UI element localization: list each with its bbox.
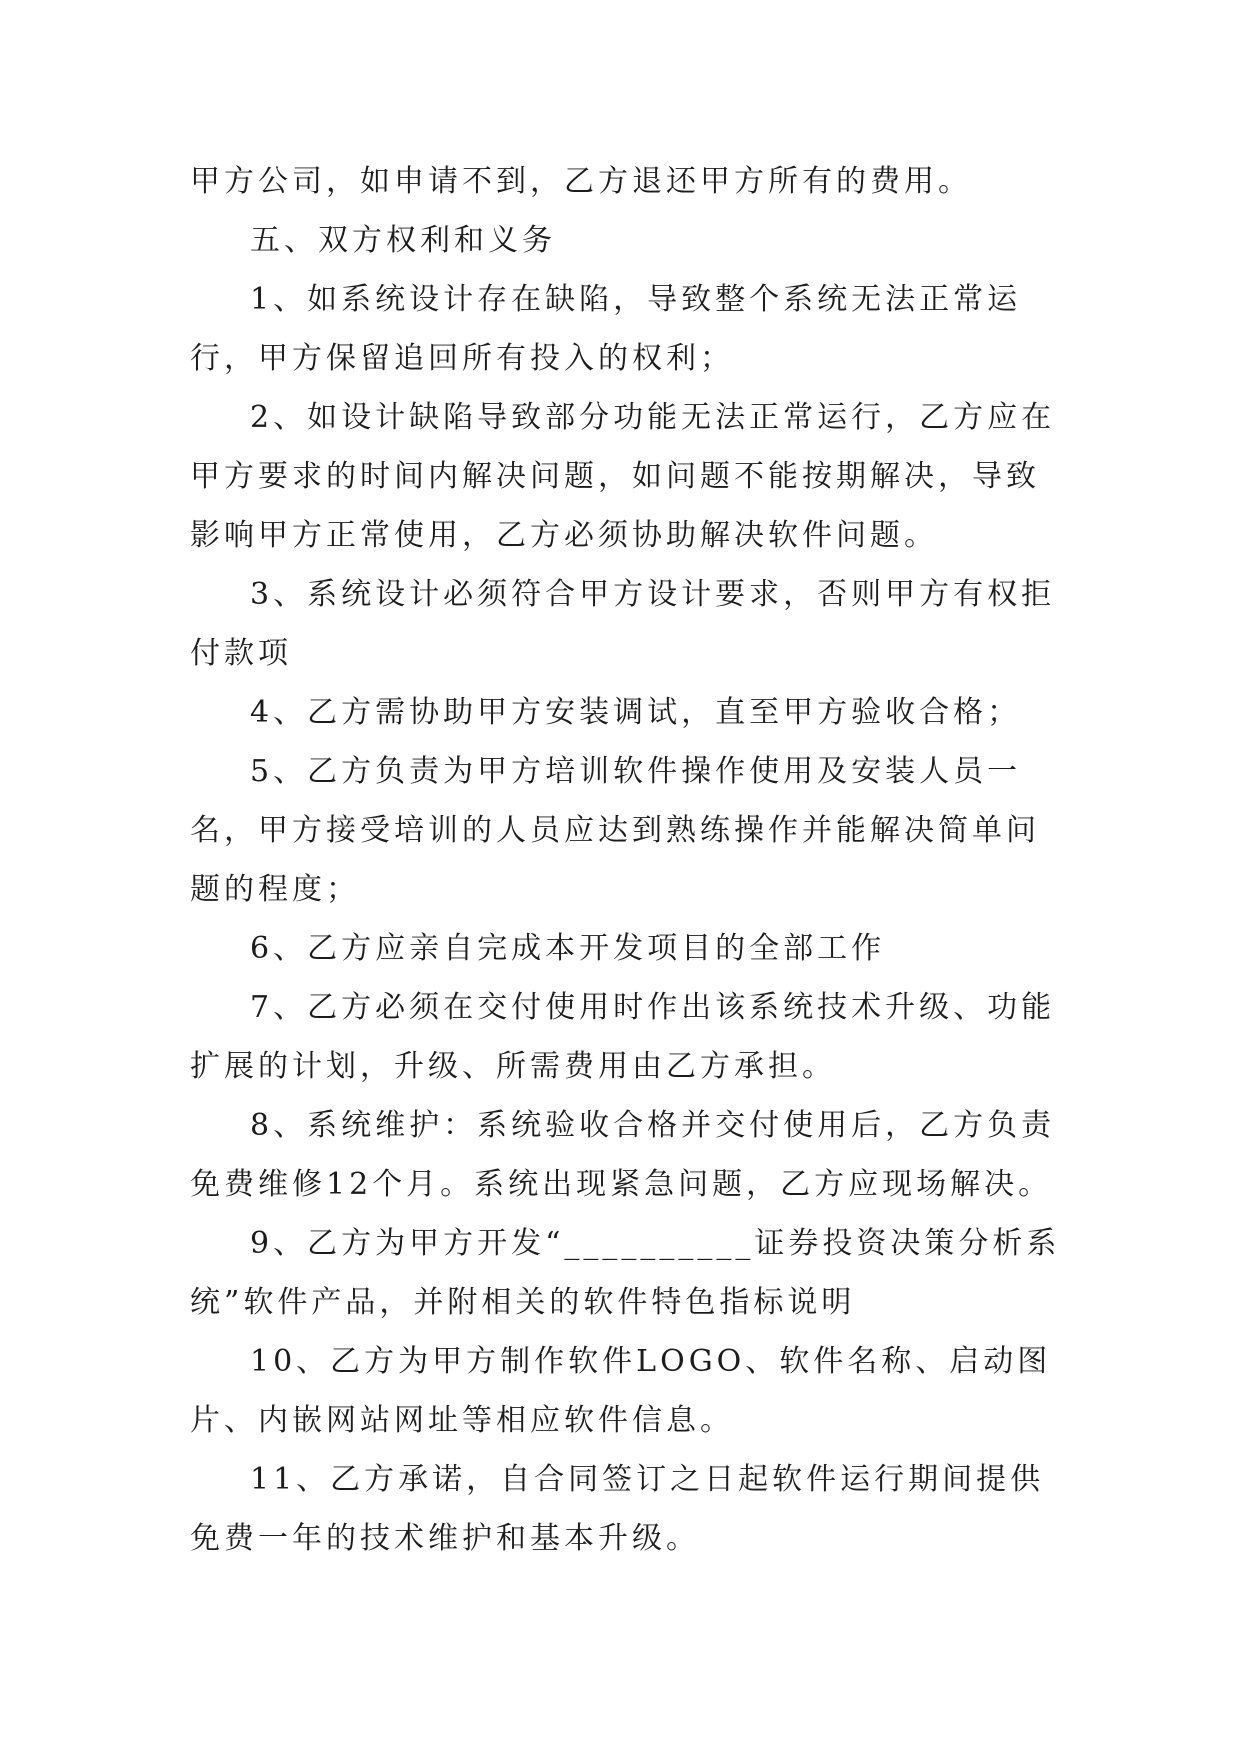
clause-9: 9、乙方为甲方开发“__________证券投资决策分析系统”软件产品，并附相关的软件特色指标说明 bbox=[190, 1226, 1061, 1320]
document-body bbox=[190, 152, 1070, 1568]
clause-2: 2、如设计缺陷导致部分功能无法正常运行，乙方应在甲方要求的时间内解决问题，如问题不能按期解决，导致影响甲方正常使用，乙方必须协助解决软件问题。 bbox=[190, 400, 1056, 553]
clause-5: 5、乙方负责为甲方培训软件操作使用及安装人员一名，甲方接受培训的人员应达到熟练操作并能解决简单问题的程度； bbox=[190, 754, 1040, 907]
clause-6: 6、乙方应亲自完成本开发项目的全部工作 bbox=[250, 931, 886, 966]
clause-1: 1、如系统设计存在缺陷，导致整个系统无法正常运行，甲方保留追回所有投入的权利； bbox=[190, 282, 1022, 376]
clause-8: 8、系统维护：系统验收合格并交付使用后，乙方负责免费维修12个月。系统出现紧急问题，乙方应现场解决。 bbox=[190, 1108, 1056, 1202]
clause-3: 3、系统设计必须符合甲方设计要求，否则甲方有权拒付款项 bbox=[190, 577, 1056, 671]
clause-10: 10、乙方为甲方制作软件LOGO、软件名称、启动图片、内嵌网站网址等相应软件信息。 bbox=[190, 1344, 1052, 1438]
clause-4: 4、乙方需协助甲方安装调试，直至甲方验收合格； bbox=[250, 695, 1022, 730]
section-heading-rights-obligations: 五、双方权利和义务 bbox=[250, 223, 556, 258]
clause-7: 7、乙方必须在交付使用时作出该系统技术升级、功能扩展的计划，升级、所需费用由乙方承担。 bbox=[190, 990, 1056, 1084]
clause-11: 11、乙方承诺，自合同签订之日起软件运行期间提供免费一年的技术维护和基本升级。 bbox=[190, 1462, 1045, 1556]
paragraph-fee-refund: 甲方公司，如申请不到，乙方退还甲方所有的费用。 bbox=[190, 164, 972, 199]
